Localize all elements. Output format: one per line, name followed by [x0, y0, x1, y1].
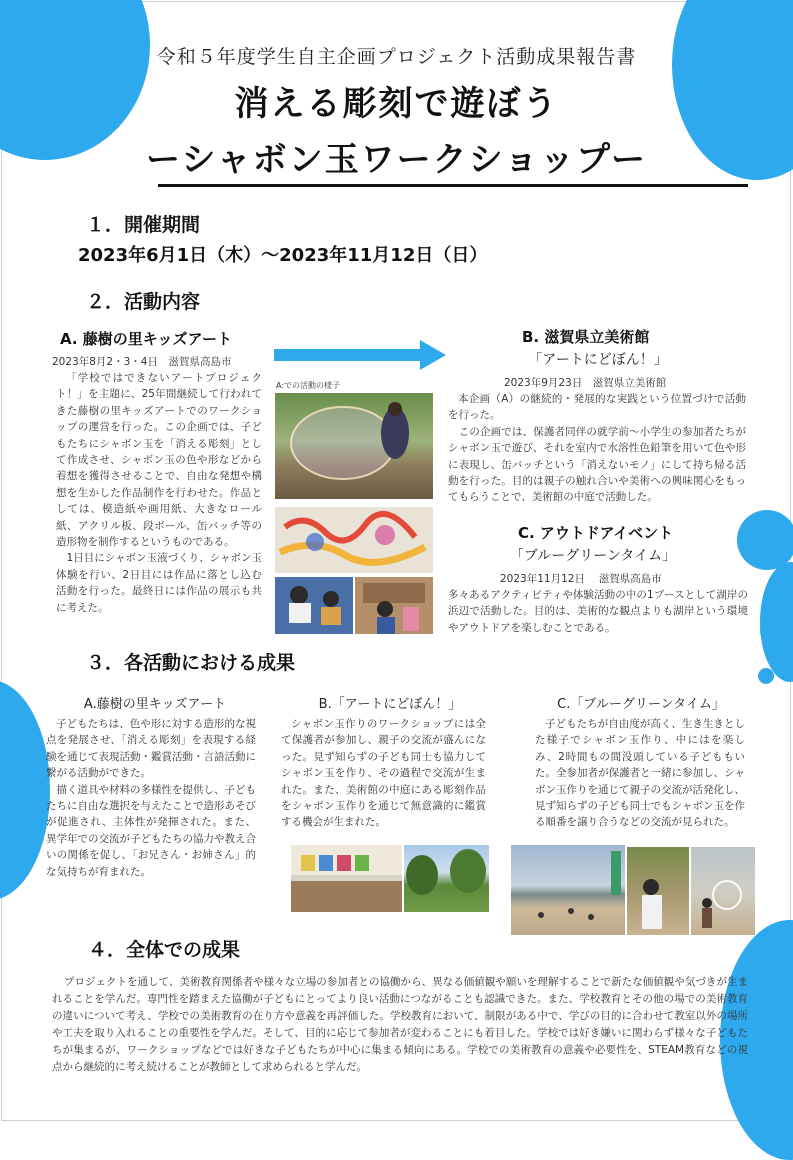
result-b-heading: B.「アートにどぼん！」: [318, 697, 462, 712]
painting-wall-photo: [275, 507, 433, 573]
beach-bubbles-photo: [691, 847, 755, 935]
activity-a-title: A. 藤樹の里キッズアート: [60, 330, 233, 348]
activity-c-description: 多々あるアクティビティや体験活動の中の1ブースとして湖岸の浜辺で活動した。目的は、美術的な観点よりも湖岸という環境やアウトドアを楽しむことである。: [448, 589, 748, 634]
activity-c-subtitle: 「ブルーグリーンタイム」: [509, 548, 677, 564]
bubble-activity-photo: [275, 393, 433, 499]
section-heading-overall: ４．全体での成果: [88, 939, 241, 961]
activity-c-title: C. アウトドアイベント: [518, 524, 674, 542]
activity-b-title: B. 滋賀県立美術館: [522, 328, 650, 346]
section-heading-period: １．開催期間: [86, 214, 201, 236]
report-title: 消える彫刻で遊ぼう: [234, 84, 559, 124]
decor-dot-right-3: [758, 668, 774, 684]
result-b-text: シャボン玉作りのワークショップには全て保護者が参加し、親子の交流が盛んになった。見ず知らずの子ども同士も協力してシャボン玉を作り、その過程で交流が生まれた。また、美術館の中庭にある彫刻作品をシャボン玉作りを通じて無意識的に鑑賞する機会が生まれた。: [281, 718, 486, 829]
result-c-heading: C.「ブルーグリーンタイム」: [557, 697, 725, 712]
museum-courtyard-photo: [404, 845, 489, 912]
section-heading-activities: ２．活動内容: [86, 291, 201, 313]
result-a-heading: A.藤樹の里キッズアート: [83, 697, 227, 712]
beach-event-photo: [511, 845, 625, 935]
activity-b-subtitle: 「アートにどぼん！」: [528, 352, 668, 368]
activity-c-meta: 2023年11月12日 滋賀県高島市: [500, 573, 662, 585]
activity-a-description: 「学校ではできないアートプロジェクト！」を主題に、25年間継続して行われてきた藤樹の里キッズアートでのワークショップの運営を行った。この企画では、子どもたちにシャボン玉を「消える彫刻」として作成させ、シャボン玉の色や形などから着想を獲得させることで、自由な発想や構想を生かした作品制作を行わせた。作品としては、模造紙や画用紙、大きなロール紙、アクリル板、段ボール、缶バッチ等の造形物を制作するというものである。 1日目にシャボン玉液づくり、シャボン玉体験を行い、2日目には作品に落とし込む活動を行った。最終日には作品の展示も共に考えた。: [56, 372, 262, 614]
decor-dot-right-2: [760, 620, 782, 642]
museum-workshop-photo: [291, 845, 402, 912]
overall-results-text: プロジェクトを通して、美術教育関係者や様々な立場の参加者との協働から、異なる価値観や願いを理解することで新たな価値観や気づきが生まれることを学んだ。専門性を踏まえた協働が子どもにとってより良い活動につながることも認識できた。また、学校教育とその他の場での美術教育の違いについて考え、学校での美術教育の在り方や意義を再評価した。学校教育において、制限がある中で、学びの目的に合わせて教室以外の場所や工夫を取り入れることの重要性を学んだ。そして、目的に応じて参加者が変わることにも着目した。学校では好き嫌いに関わらず様々な子どもたちが集まるが、ワークショップなどでは好きな子どもたちが中心に集まる傾向にある。学校での美術教育の意義や必要性を、STEAM教育などの視点から継続的に考え続けることが教師として求められると学んだ。: [52, 976, 748, 1073]
title-divider: [158, 184, 748, 187]
result-c-text: 子どもたちが自由度が高く、生き生きとした様子でシャボン玉作り、中にはを楽しみ、2時間もの間没頭している子どももいた。全参加者が保護者と一緒に参加し、シャボン玉作りを通じて親子の交流が活発化し、見ず知らずの子ども同士でもシャボン玉を作る順番を譲り合うなどの交流が見られた。: [535, 718, 745, 829]
children-crafting-photo: [275, 577, 353, 634]
result-a-text: 子どもたちは、色や形に対する造形的な視点を発展させ、「消える彫刻」を表現する経験を通じて表現活動・鑑賞活動・言語活動に繋がる活動ができた。 描く道具や材料の多様性を提供し、子どもたちに自由な選択を与えたことで造形あそびが促進され、主体性が発揮された。また、異学年での交流が子どもたちの協力や教え合いの関係を促し、「お兄さん・お姉さん」的な気持ちが育まれた。: [46, 718, 256, 878]
children-painting-photo: [355, 577, 433, 634]
section-heading-results: ３．各活動における成果: [86, 652, 296, 674]
arrow-right-icon: [274, 340, 446, 370]
activity-b-description: 本企画（A）の継続的・発展的な実践という位置づけで活動を行った。 この企画では、保護者同伴の就学前～小学生の参加者たちがシャボン玉で遊び、それを室内で水溶性色鉛筆を用いて色や形に表現し、缶バッチという「消えないモノ」にして持ち帰る活動を行った。目的は親子の触れ合いや美術への興味関心をもってもらうことで、美術館の中庭で活動した。: [448, 393, 746, 504]
activity-b-meta: 2023年9月23日 滋賀県立美術館: [504, 377, 667, 389]
activity-a-photo-caption: A:での活動の様子: [276, 381, 341, 390]
activity-a-meta: 2023年8月2・3・4日 滋賀県高島市: [52, 356, 232, 368]
report-title-sub: ーシャボン玉ワークショップー: [146, 140, 647, 180]
decor-dot-right-1: [737, 510, 793, 570]
report-subtitle: 令和５年度学生自主企画プロジェクト活動成果報告書: [156, 46, 637, 68]
beach-child-photo: [627, 847, 689, 935]
event-period: 2023年6月1日（木）～2023年11月12日（日）: [78, 245, 488, 266]
